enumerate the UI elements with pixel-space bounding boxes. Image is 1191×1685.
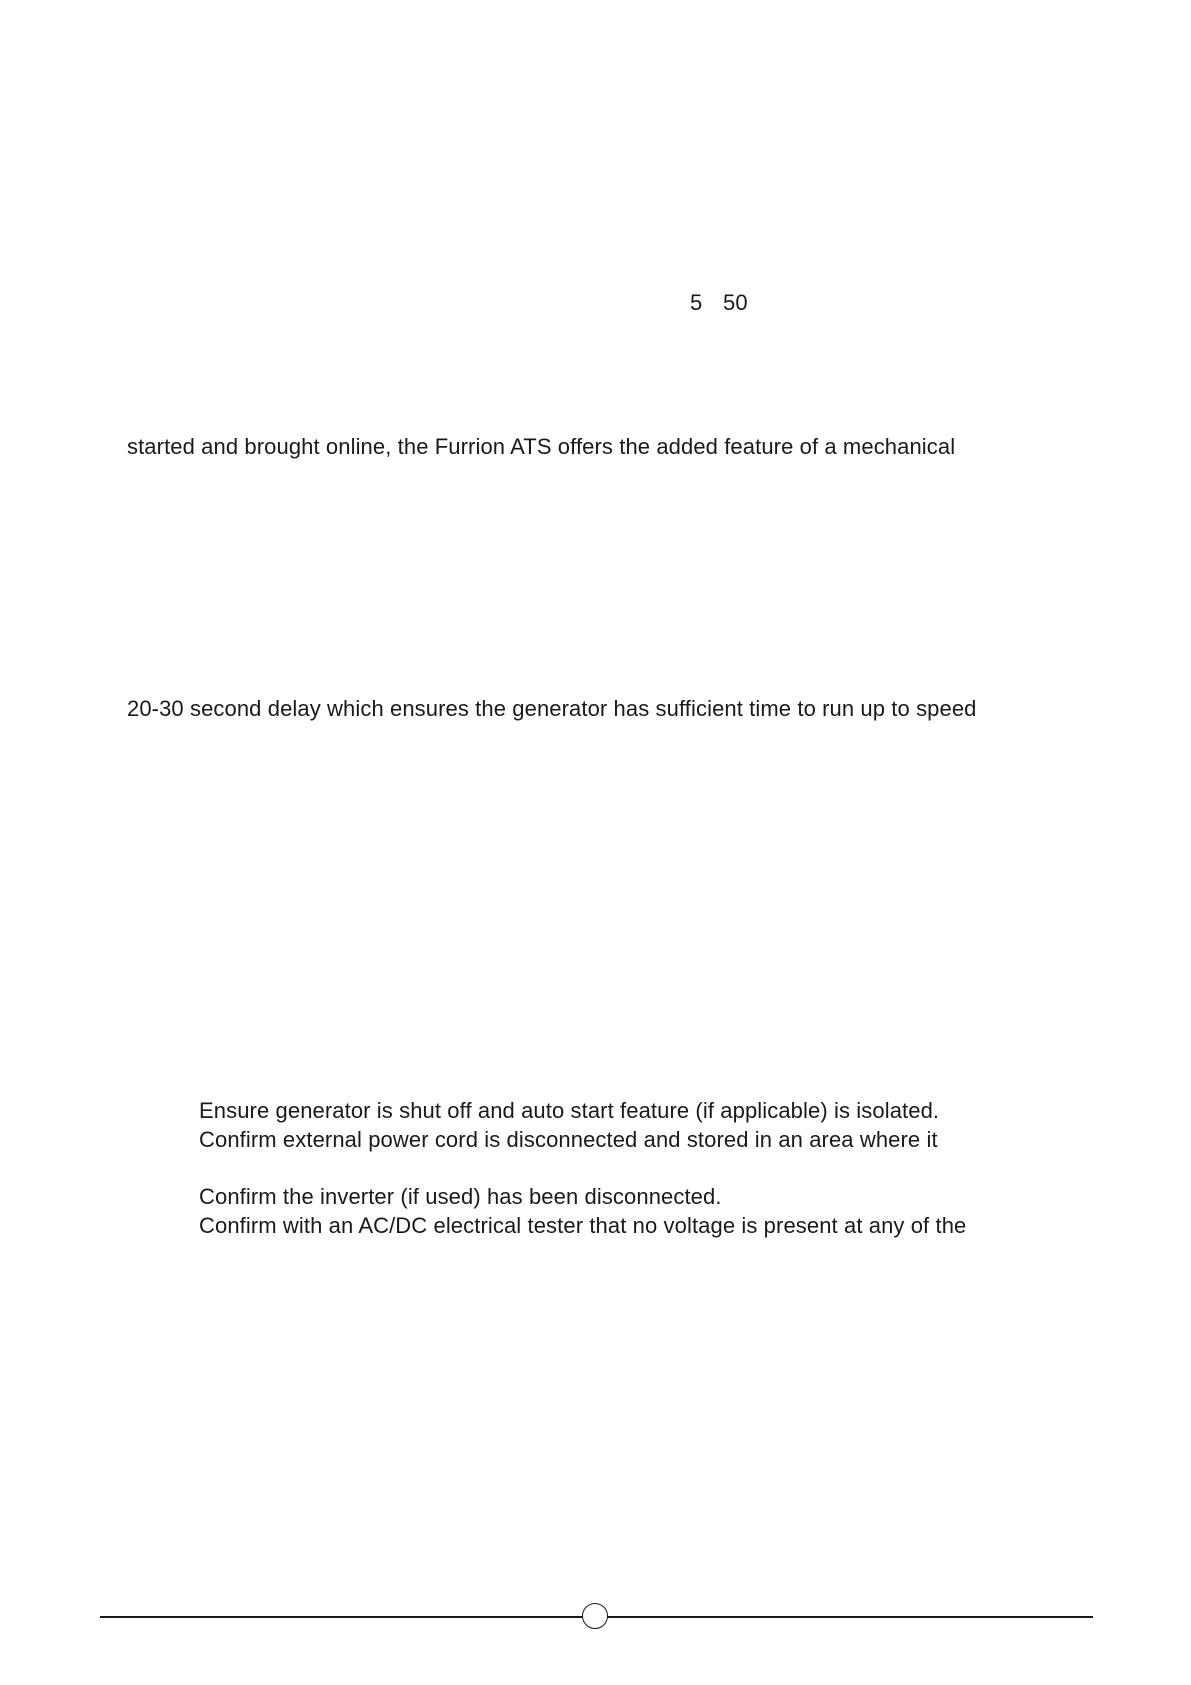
step-2-text: Confirm external power cord is disconnected and stored in an area where it xyxy=(199,1127,938,1152)
step-3-text: Confirm the inverter (if used) has been disconnected. xyxy=(199,1184,722,1209)
number-fragment-50: 50 xyxy=(723,290,748,315)
body-text-line-delay: 20-30 second delay which ensures the generator has sufficient time to run up to speed xyxy=(127,696,977,721)
step-4-text: Confirm with an AC/DC electrical tester that no voltage is present at any of the xyxy=(199,1213,967,1238)
number-fragment-5: 5 xyxy=(690,290,703,315)
step-1-text: Ensure generator is shut off and auto start feature (if applicable) is isolated. xyxy=(199,1098,940,1123)
body-text-line-ats: started and brought online, the Furrion ATS offers the added feature of a mechanical xyxy=(127,434,956,459)
page-number-circle xyxy=(582,1603,608,1629)
